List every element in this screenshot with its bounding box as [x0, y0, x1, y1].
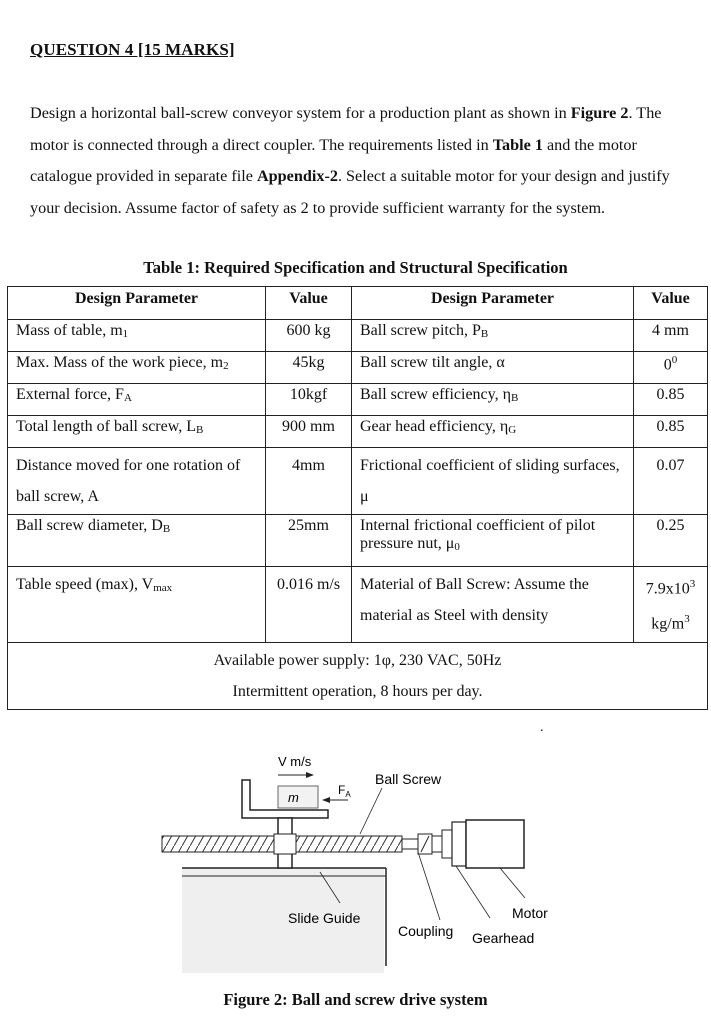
ball-screw-label: Ball Screw [375, 771, 442, 787]
coupling-label: Coupling [398, 923, 454, 939]
param-cell: Gear head efficiency, $\eta_G$ [352, 416, 634, 448]
appendix-ref: Appendix-2 [256, 167, 338, 185]
table-row [8, 448, 708, 515]
param-cell: Total length of ball screw, $L_B$ [8, 416, 266, 448]
operation-note: Intermittent operation, 8 hours per day. [232, 682, 483, 700]
motor-gearhead [442, 820, 524, 868]
col-header: Design Parameter [352, 287, 634, 320]
value-cell: 4 mm [634, 320, 708, 352]
value-cell: 10kgf [266, 384, 352, 416]
value-cell: 0.85 [634, 384, 708, 416]
value-cell: 0.25 [634, 515, 708, 567]
param-cell: Distance moved for one rotation of ball screw, A [8, 448, 266, 515]
motor-label: Motor [512, 905, 548, 921]
param-cell: Ball screw diameter, $D_B$ [8, 515, 266, 567]
table-row [8, 416, 708, 448]
power-supply-note: Available power supply: 1φ, 230 VAC, 50Hz [213, 651, 502, 669]
col-header: Value [634, 287, 708, 320]
col-header: Design Parameter [8, 287, 266, 320]
slide-guide-label: Slide Guide [288, 910, 361, 926]
table-footer-row [8, 642, 708, 709]
table-carriage [242, 780, 328, 868]
param-cell: Mass of table, $m_1$ [8, 320, 266, 352]
value-cell: 900 mm [266, 416, 352, 448]
ball-screw-diagram [150, 748, 570, 973]
param-cell: Frictional coefficient of sliding surfaces, μ [352, 448, 634, 515]
param-cell: Ball screw tilt angle, α [352, 352, 634, 384]
col-header: Value [266, 287, 352, 320]
table-caption: Table 1: Required Specification and Structural Specification [143, 258, 568, 277]
question-intro: Design a horizontal ball-screw conveyor system for a production plant as shown in Figure 2. The motor is connected through a direct coupler. The requirements listed in Table 1 and the motor catalogue provided in separate file Appendix-2. Select a suitable motor for your design and justify your decision. Assume factor of safety as 2 to provide sufficient warranty for the system. [30, 104, 670, 217]
stray-mark: . [540, 720, 544, 735]
force-arrow [322, 783, 351, 803]
question-heading: QUESTION 4 [15 MARKS] [30, 40, 235, 59]
param-cell: Internal frictional coefficient of pilot pressure nut, $\mu_0$ [352, 515, 634, 567]
param-cell: Ball screw efficiency, $\eta_B$ [352, 384, 634, 416]
table-row [8, 352, 708, 384]
ball-screw-figure [150, 748, 570, 978]
value-cell: 0.07 [634, 448, 708, 515]
spec-table [7, 286, 708, 710]
mass-label: m [288, 790, 299, 805]
value-cell: $0^0$ [634, 352, 708, 384]
param-cell: Max. Mass of the work piece, $m_2$ [8, 352, 266, 384]
value-cell: 25mm [266, 515, 352, 567]
value-cell: 600 kg [266, 320, 352, 352]
value-cell: 0.85 [634, 416, 708, 448]
value-cell: $7.9x10^3$ $kg/m^3$ [634, 567, 708, 643]
gearhead-label: Gearhead [472, 930, 535, 946]
table-row [8, 384, 708, 416]
table-row [8, 567, 708, 643]
figure-ref: Figure 2 [570, 104, 629, 122]
value-cell: 0.016 m/s [266, 567, 352, 643]
param-cell: Ball screw pitch, $P_B$ [352, 320, 634, 352]
coupling [418, 834, 442, 854]
footer-cell [8, 642, 708, 709]
param-cell: Table speed (max), $V_{max}$ [8, 567, 266, 643]
param-cell: Material of Ball Screw: Assume the material as Steel with density [352, 567, 634, 643]
table-row [8, 515, 708, 567]
velocity-arrow [278, 754, 314, 778]
table-row [8, 320, 708, 352]
table-header-row [8, 287, 708, 320]
table-ref: Table 1 [492, 135, 543, 154]
value-cell: 4mm [266, 448, 352, 515]
param-cell: External force, $F_A$ [8, 384, 266, 416]
force-label: $F_A$ [338, 783, 351, 799]
value-cell: 45kg [266, 352, 352, 384]
figure-caption: Figure 2: Ball and screw drive system [223, 990, 488, 1009]
velocity-label: V m/s [278, 754, 312, 769]
